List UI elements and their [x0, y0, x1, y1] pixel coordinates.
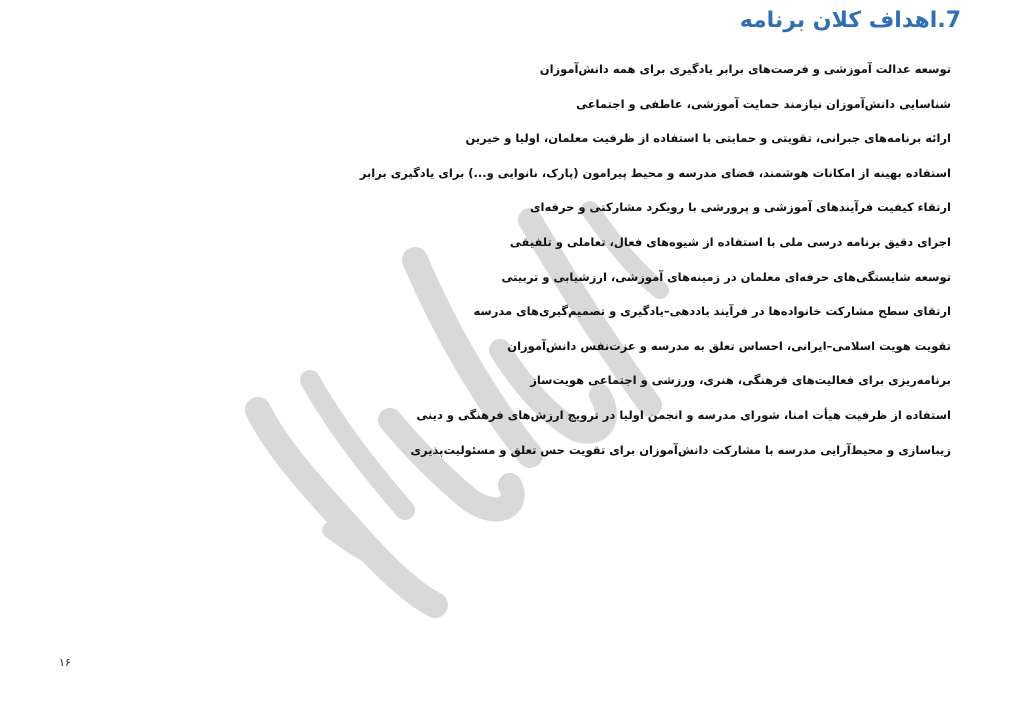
goal-item: اجرای دقیق برنامه درسی ملی با استفاده از شیوه‌های فعال، تعاملی و تلفیقی	[509, 234, 951, 249]
goal-item: ارتقاء کیفیت فرآیندهای آموزشی و پرورشی با رویکرد مشارکتی و حرفه‌ای	[529, 200, 951, 215]
goal-item: برنامه‌ریزی برای فعالیت‌های فرهنگی، هنری، ورزشی و اجتماعی هویت‌ساز	[530, 373, 951, 388]
goal-item: ارائه برنامه‌های جبرانی، تقویتی و حمایتی با استفاده از ظرفیت معلمان، اولیا و خیرین	[465, 131, 951, 146]
goal-item: توسعه شایستگی‌های حرفه‌ای معلمان در زمینه‌های آموزشی، ارزشیابی و تربیتی	[501, 269, 951, 284]
goal-item: شناسایی دانش‌آموزان نیازمند حمایت آموزشی، عاطفی و اجتماعی	[576, 96, 951, 111]
page-title: 7.اهداف کلان برنامه	[739, 8, 961, 33]
watermark-stroke	[330, 530, 380, 560]
page-number: ۱۶	[59, 656, 71, 669]
goal-item: زیباسازی و محیط‌آرایی مدرسه با مشارکت دانش‌آموزان برای تقویت حس تعلق و مسئولیت‌پذیری	[410, 442, 951, 457]
goal-item: توسعه عدالت آموزشی و فرصت‌های برابر یادگیری برای همه دانش‌آموزان	[539, 62, 951, 76]
goal-item: استفاده از ظرفیت هیأت امنا، شورای مدرسه و انجمن اولیا در ترویج ارزش‌های فرهنگی و دینی	[416, 407, 951, 422]
goals-list	[360, 57, 951, 472]
goal-item: استفاده بهینه از امکانات هوشمند، فضای مدرسه و محیط پیرامون (پارک، نانوایی و...) برای یادگیری برابر	[359, 165, 951, 180]
goal-item: ارتقای سطح مشارکت خانواده‌ها در فرآیند یاددهی–یادگیری و تصمیم‌گیری‌های مدرسه	[473, 304, 951, 319]
goal-item: تقویت هویت اسلامی–ایرانی، احساس تعلق به مدرسه و عزت‌نفس دانش‌آموزان	[507, 338, 951, 353]
